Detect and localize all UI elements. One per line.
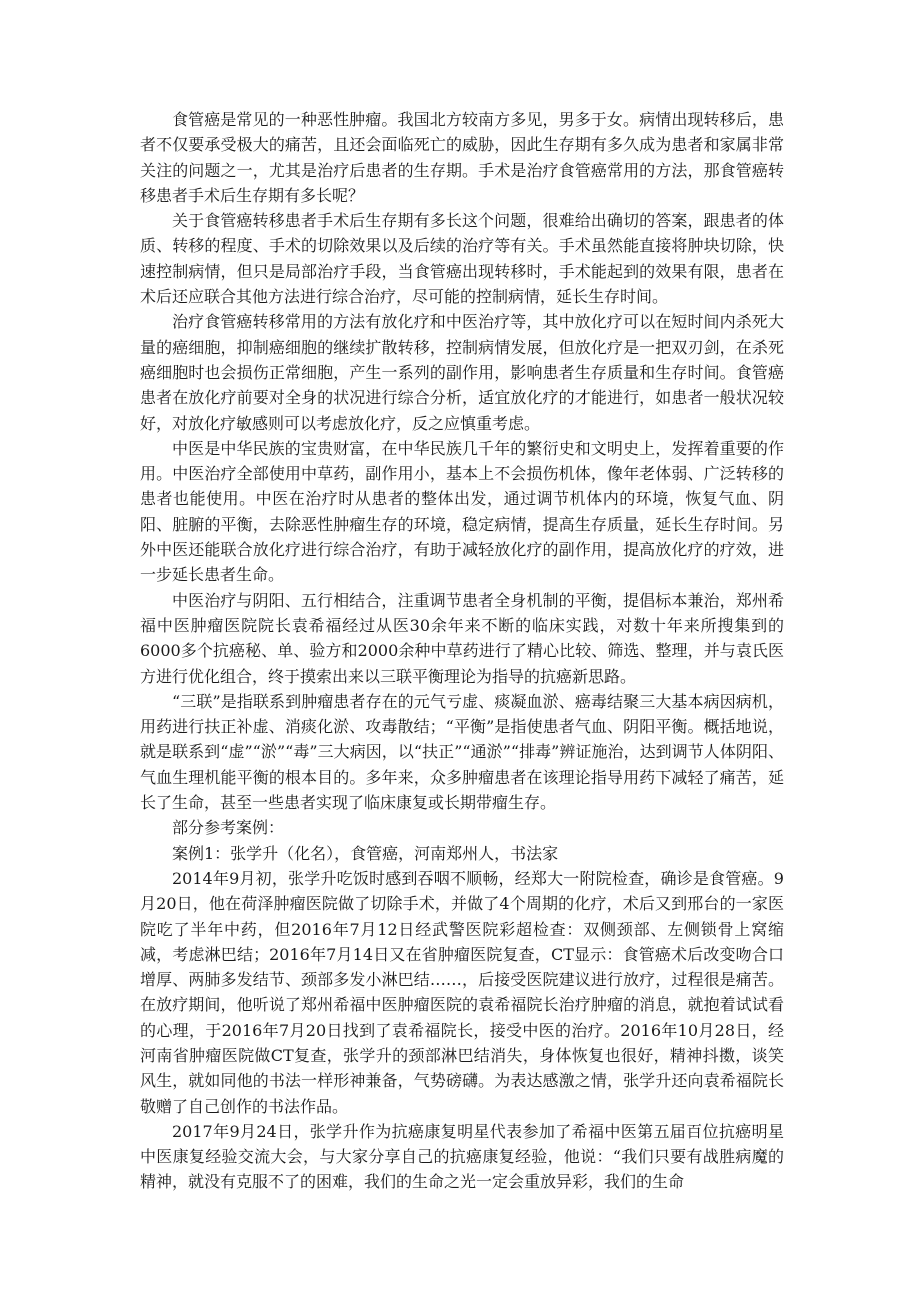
paragraph-tcm-overview: 中医是中华民族的宝贵财富，在中华民族几千年的繁衍史和文明史上，发挥着重要的作用。中医治疗全部使用中草药，副作用小，基本上不会损伤机体，像年老体弱、广泛转移的患者也能使用。中医在治疗时从患者的整体出发，通过调节机体内的环境，恢复气血、阴阳、脏腑的平衡，去除恶性肿瘤生存的环境，稳定病情，提高生存质量，延长生存时间。另外中医还能联合放化疗进行综合治疗，有助于减轻放化疗的副作用，提高放化疗的疗效，进一步延长患者生命。 [140,438,784,585]
paragraph-case-1-history: 2014年9月初，张学升吃饭时感到吞咽不顺畅，经郑大一附院检查，确诊是食管癌。9月20日，他在荷泽肿瘤医院做了切除手术，并做了4个周期的化疗，术后又到邢台的一家医院吃了半年中药，但2016年7月12日经武警医院彩超检查：双侧颈部、左侧锁骨上窝缩减，考虑淋巴结；2016年7月14日又在省肿瘤医院复查，CT显示：食管癌术后改变吻合口增厚、两肺多发结节、颈部多发小淋巴结……，后接受医院建议进行放疗，过程很是痛苦。在放疗期间，他听说了郑州希福中医肿瘤医院的袁希福院长治疗肿瘤的消息，就抱着试试看的心理，于2016年7月20日找到了袁希福院长，接受中医的治疗。2016年10月28日，经河南省肿瘤医院做CT复查，张学升的颈部淋巴结消失，身体恢复也很好，精神抖擞，谈笑风生，就如同他的书法一样形神兼备，气势磅礴。为表达感激之情，张学升还向袁希福院长敬赠了自己创作的书法作品。 [140,868,784,1116]
paragraph-radiochemotherapy: 治疗食管癌转移常用的方法有放化疗和中医治疗等，其中放化疗可以在短时间内杀死大量的癌细胞，抑制癌细胞的继续扩散转移，控制病情发展，但放化疗是一把双刃剑，在杀死癌细胞时也会损伤正常细胞，产生一系列的副作用，影响患者生存质量和生存时间。食管癌患者在放化疗前要对全身的状况进行综合分析，适宜放化疗的才能进行，如患者一般状况较好，对放化疗敏感则可以考虑放化疗，反之应慎重考虑。 [140,312,784,433]
paragraph-cases-heading: 部分参考案例： [172,818,285,838]
paragraph-sanlian-balance: “三联”是指联系到肿瘤患者存在的元气亏虚、痰凝血淤、癌毒结聚三大基本病因病机，用药进行扶正补虚、消痰化淤、攻毒散结；“平衡”是指使患者气血、阴阳平衡。概括地说，就是联系到“虚”“淤”“毒”三大病因，以“扶正”“通淤”“排毒”辨证施治，达到调节人体阴阳、气血生理机能平衡的根本目的。多年来，众多肿瘤患者在该理论指导用药下减轻了痛苦，延长了生命，甚至一些患者实现了临床康复或长期带瘤生存。 [140,691,784,813]
paragraph-tcm-yinyang: 中医治疗与阴阳、五行相结合，注重调节患者全身机制的平衡，提倡标本兼治，郑州希福中医肿瘤医院院长袁希福经过从医30余年来不断的临床实践，对数十年来所搜集到的6000多个抗癌秘、单、验方和2000余种中草药进行了精心比较、筛选、整理，并与袁氏医方进行优化组合，终于摸索出来以三联平衡理论为指导的抗癌新思路。 [140,590,784,686]
paragraph-survival-question: 关于食管癌转移患者手术后生存期有多长这个问题，很难给出确切的答案，跟患者的体质、转移的程度、手术的切除效果以及后续的治疗等有关。手术虽然能直接将肿块切除，快速控制病情，但只是局部治疗手段，当食管癌出现转移时，手术能起到的效果有限，患者在术后还应联合其他方法进行综合治疗，尽可能的控制病情，延长生存时间。 [140,211,784,307]
paragraph-case-1-title: 案例1：张学升（化名），食管癌，河南郑州人，书法家 [172,843,559,863]
paragraph-case-1-conference: 2017年9月24日，张学升作为抗癌康复明星代表参加了希福中医第五届百位抗癌明星中医康复经验交流大会，与大家分享自己的抗癌康复经验，他说：“我们只要有战胜病魔的精神，就没有克服不了的困难，我们的生命之光一定会重放异彩，我们的生命 [140,1121,784,1192]
paragraph-intro: 食管癌是常见的一种恶性肿瘤。我国北方较南方多见，男多于女。病情出现转移后，患者不仅要承受极大的痛苦，且还会面临死亡的威胁，因此生存期有多久成为患者和家属非常关注的问题之一，尤其是治疗后患者的生存期。手术是治疗食管癌常用的方法，那食管癌转移患者手术后生存期有多长呢？ [140,110,784,205]
document-page [140,107,784,1195]
